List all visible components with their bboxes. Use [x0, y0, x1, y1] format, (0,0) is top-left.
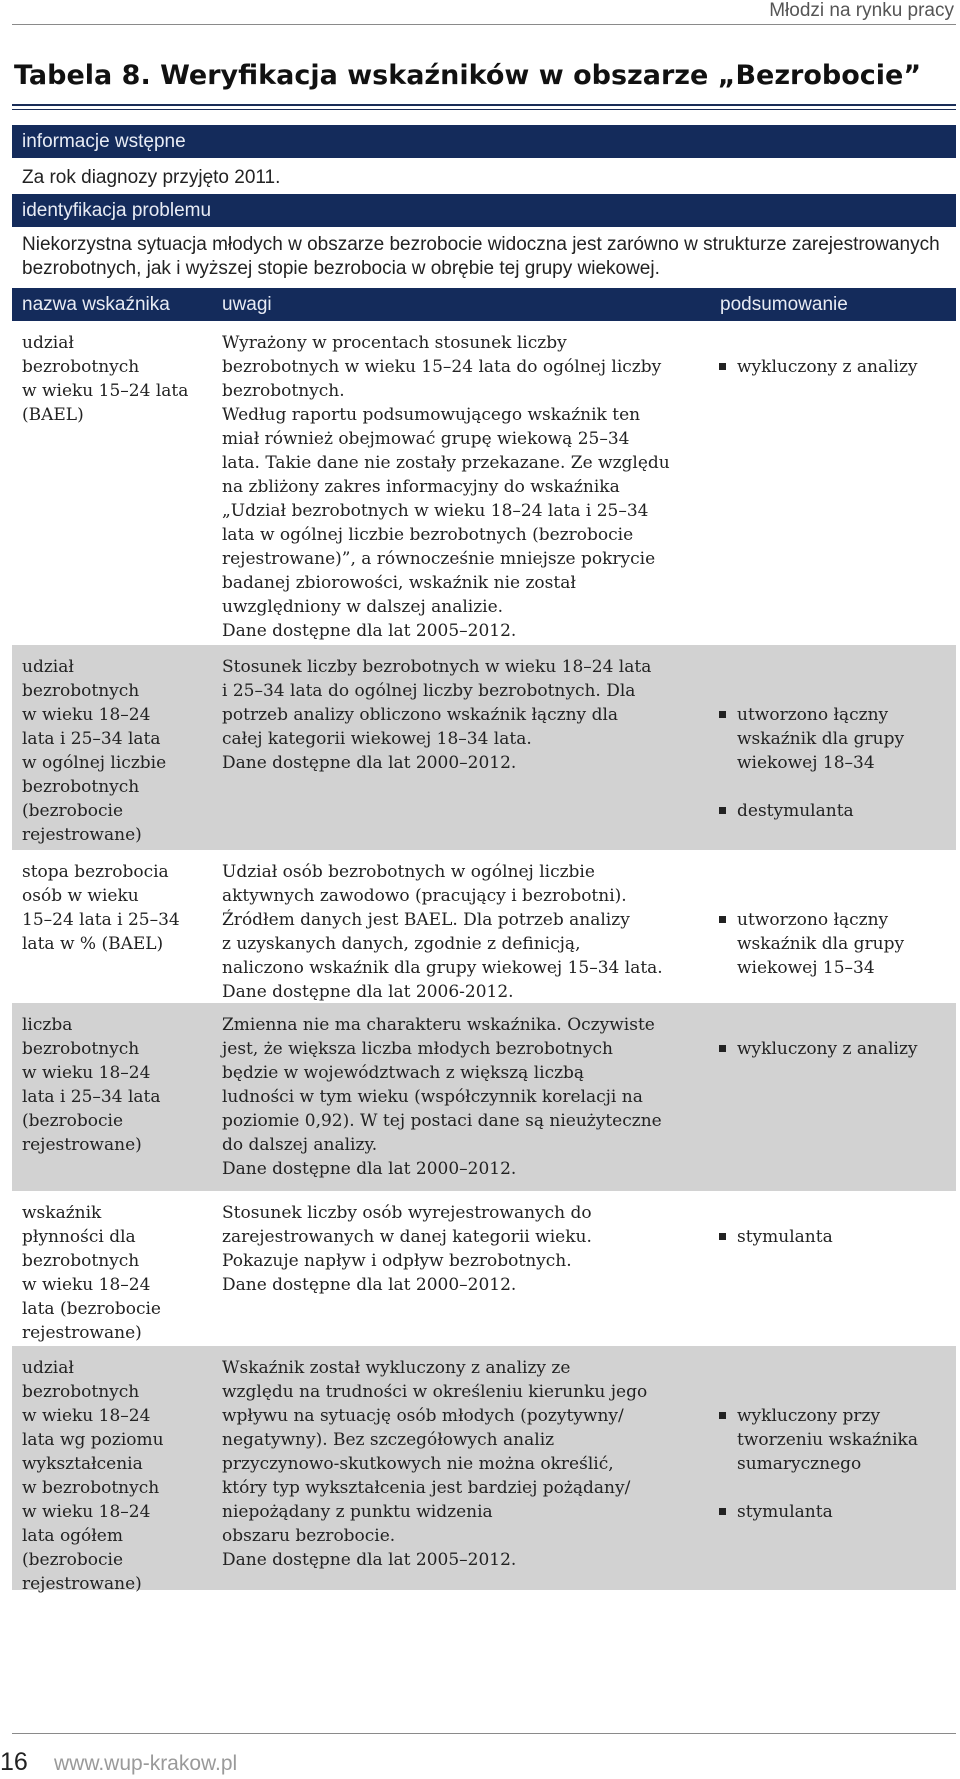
summary-item: stymulanta: [717, 1225, 956, 1249]
intro-label-bar: [12, 125, 956, 158]
problem-text: Niekorzystna sytuacja młodych w obszarze bezrobocie widoczna jest zarówno w strukturze zarejestrowanych bezrobotnych, jak i wyższej stopie bezrobocia w obrębie tej grupy wiekowej.: [22, 234, 940, 279]
website-link[interactable]: www.wup-krakow.pl: [54, 1752, 238, 1775]
indicator-notes: Zmienna nie ma charakteru wskaźnika. Oczywiste jest, że większa liczba młodych bezrobotnych będzie w województwach z większą liczbą ludności w tym wieku (współczynnik korelacji na poziomie 0,92). W tej postaci dane są nieużyteczne do dalszej analizy. Dane dostępne dla lat 2000–2012.: [222, 1015, 662, 1179]
header-indicator-name: nazwa wskaźnika: [22, 294, 170, 315]
indicator-name: udział bezrobotnych w wieku 18–24 lata i 25–34 lata w ogólnej liczbie bezrobotnych (bezrobocie rejestrowane): [22, 657, 167, 845]
indicator-summary: [717, 1013, 956, 1085]
summary-item: stymulanta: [717, 1500, 956, 1524]
table-row: [12, 1003, 956, 1191]
header-notes: uwagi: [222, 294, 272, 315]
footer-rule: [12, 1733, 956, 1734]
summary-item: destymulanta: [717, 799, 956, 823]
indicator-notes: Wskaźnik został wykluczony z analizy ze względu na trudności w określeniu kierunku jego wpływu na sytuację osób młodych (pozytywny/ negatywny). Bez szczegółowych analiz przyczynowo-skutkowych nie można określić, który typ wykształcenia jest bardziej pożądany/ niepożądany z punktu widzenia obszaru bezrobocie. Dane dostępne dla lat 2005–2012.: [222, 1358, 648, 1570]
running-head: Młodzi na rynku pracy: [769, 0, 954, 21]
summary-item: utworzono łączny wskaźnik dla grupy wiekowej 18–34: [717, 703, 956, 775]
header-rule: [12, 24, 956, 25]
indicator-notes: Stosunek liczby osób wyrejestrowanych do zarejestrowanych w danej kategorii wieku. Pokazuje napływ i odpływ bezrobotnych. Dane dostępne dla lat 2000–2012.: [222, 1203, 592, 1295]
indicator-name: udział bezrobotnych w wieku 15–24 lata (BAEL): [22, 333, 189, 425]
summary-item: utworzono łączny wskaźnik dla grupy wiekowej 15–34: [717, 908, 956, 980]
title-rule-thin: [12, 109, 956, 110]
intro-label: informacje wstępne: [22, 131, 186, 152]
summary-item: wykluczony z analizy: [717, 1037, 956, 1061]
indicator-notes: Udział osób bezrobotnych w ogólnej liczbie aktywnych zawodowo (pracujący i bezrobotni). Źródłem danych jest BAEL. Dla potrzeb analizy z uzyskanych danych, zgodnie z definicją, naliczono wskaźnik dla grupy wiekowej 15–34 lata. Dane dostępne dla lat 2006-2012.: [222, 862, 663, 1002]
table-title: Tabela 8. Weryfikacja wskaźników w obszarze „Bezrobocie”: [14, 60, 922, 91]
header-summary: podsumowanie: [720, 294, 848, 315]
title-rule: [12, 104, 956, 106]
table-row: [12, 321, 956, 641]
problem-label: identyfikacja problemu: [22, 200, 212, 221]
indicator-summary: [717, 1201, 956, 1273]
indicator-summary: [717, 655, 956, 871]
problem-label-bar: [12, 194, 956, 227]
summary-item: wykluczony przy tworzeniu wskaźnika sumarycznego: [717, 1404, 956, 1476]
indicator-notes: Wyrażony w procentach stosunek liczby bezrobotnych w wieku 15–24 lata do ogólnej liczby bezrobotnych. Według raportu podsumowującego wskaźnik ten miał również obejmować grupę wiekową 25–34 lata. Takie dane nie zostały przekazane. Ze względu na zbliżony zakres informacyjny do wskaźnika „Udział bezrobotnych w wieku 18–24 lata i 25–34 lata w ogólnej liczbie bezrobotnych (bezrobocie rejestrowane)”, a równocześnie mniejsze pokrycie badanej zbiorowości, wskaźnik nie został uwzględniony w dalszej analizie. Dane dostępne dla lat 2005–2012.: [222, 333, 670, 641]
indicator-name: liczba bezrobotnych w wieku 18–24 lata i 25–34 lata (bezrobocie rejestrowane): [22, 1015, 161, 1155]
indicator-name: udział bezrobotnych w wieku 18–24 lata wg poziomu wykształcenia w bezrobotnych w wieku 18–24 lata ogółem (bezrobocie rejestrowane): [22, 1358, 164, 1594]
indicator-summary: [717, 1356, 956, 1572]
table-header: [12, 288, 956, 321]
indicator-summary: [717, 331, 956, 403]
indicator-name: wskaźnik płynności dla bezrobotnych w wieku 18–24 lata (bezrobocie rejestrowane): [22, 1203, 161, 1343]
page-number: 16: [0, 1748, 28, 1776]
intro-text: Za rok diagnozy przyjęto 2011.: [22, 167, 281, 188]
indicator-name: stopa bezrobocia osób w wieku 15–24 lata i 25–34 lata w % (BAEL): [22, 862, 180, 954]
indicator-notes: Stosunek liczby bezrobotnych w wieku 18–24 lata i 25–34 lata do ogólnej liczby bezrobotnych. Dla potrzeb analizy obliczono wskaźnik łączny dla całej kategorii wiekowej 18–34 lata. Dane dostępne dla lat 2000–2012.: [222, 657, 652, 773]
summary-item: wykluczony z analizy: [717, 355, 956, 379]
table-row: [12, 1346, 956, 1594]
table-row: [12, 850, 956, 1003]
table-row: [12, 645, 956, 850]
table-row: [12, 1191, 956, 1346]
